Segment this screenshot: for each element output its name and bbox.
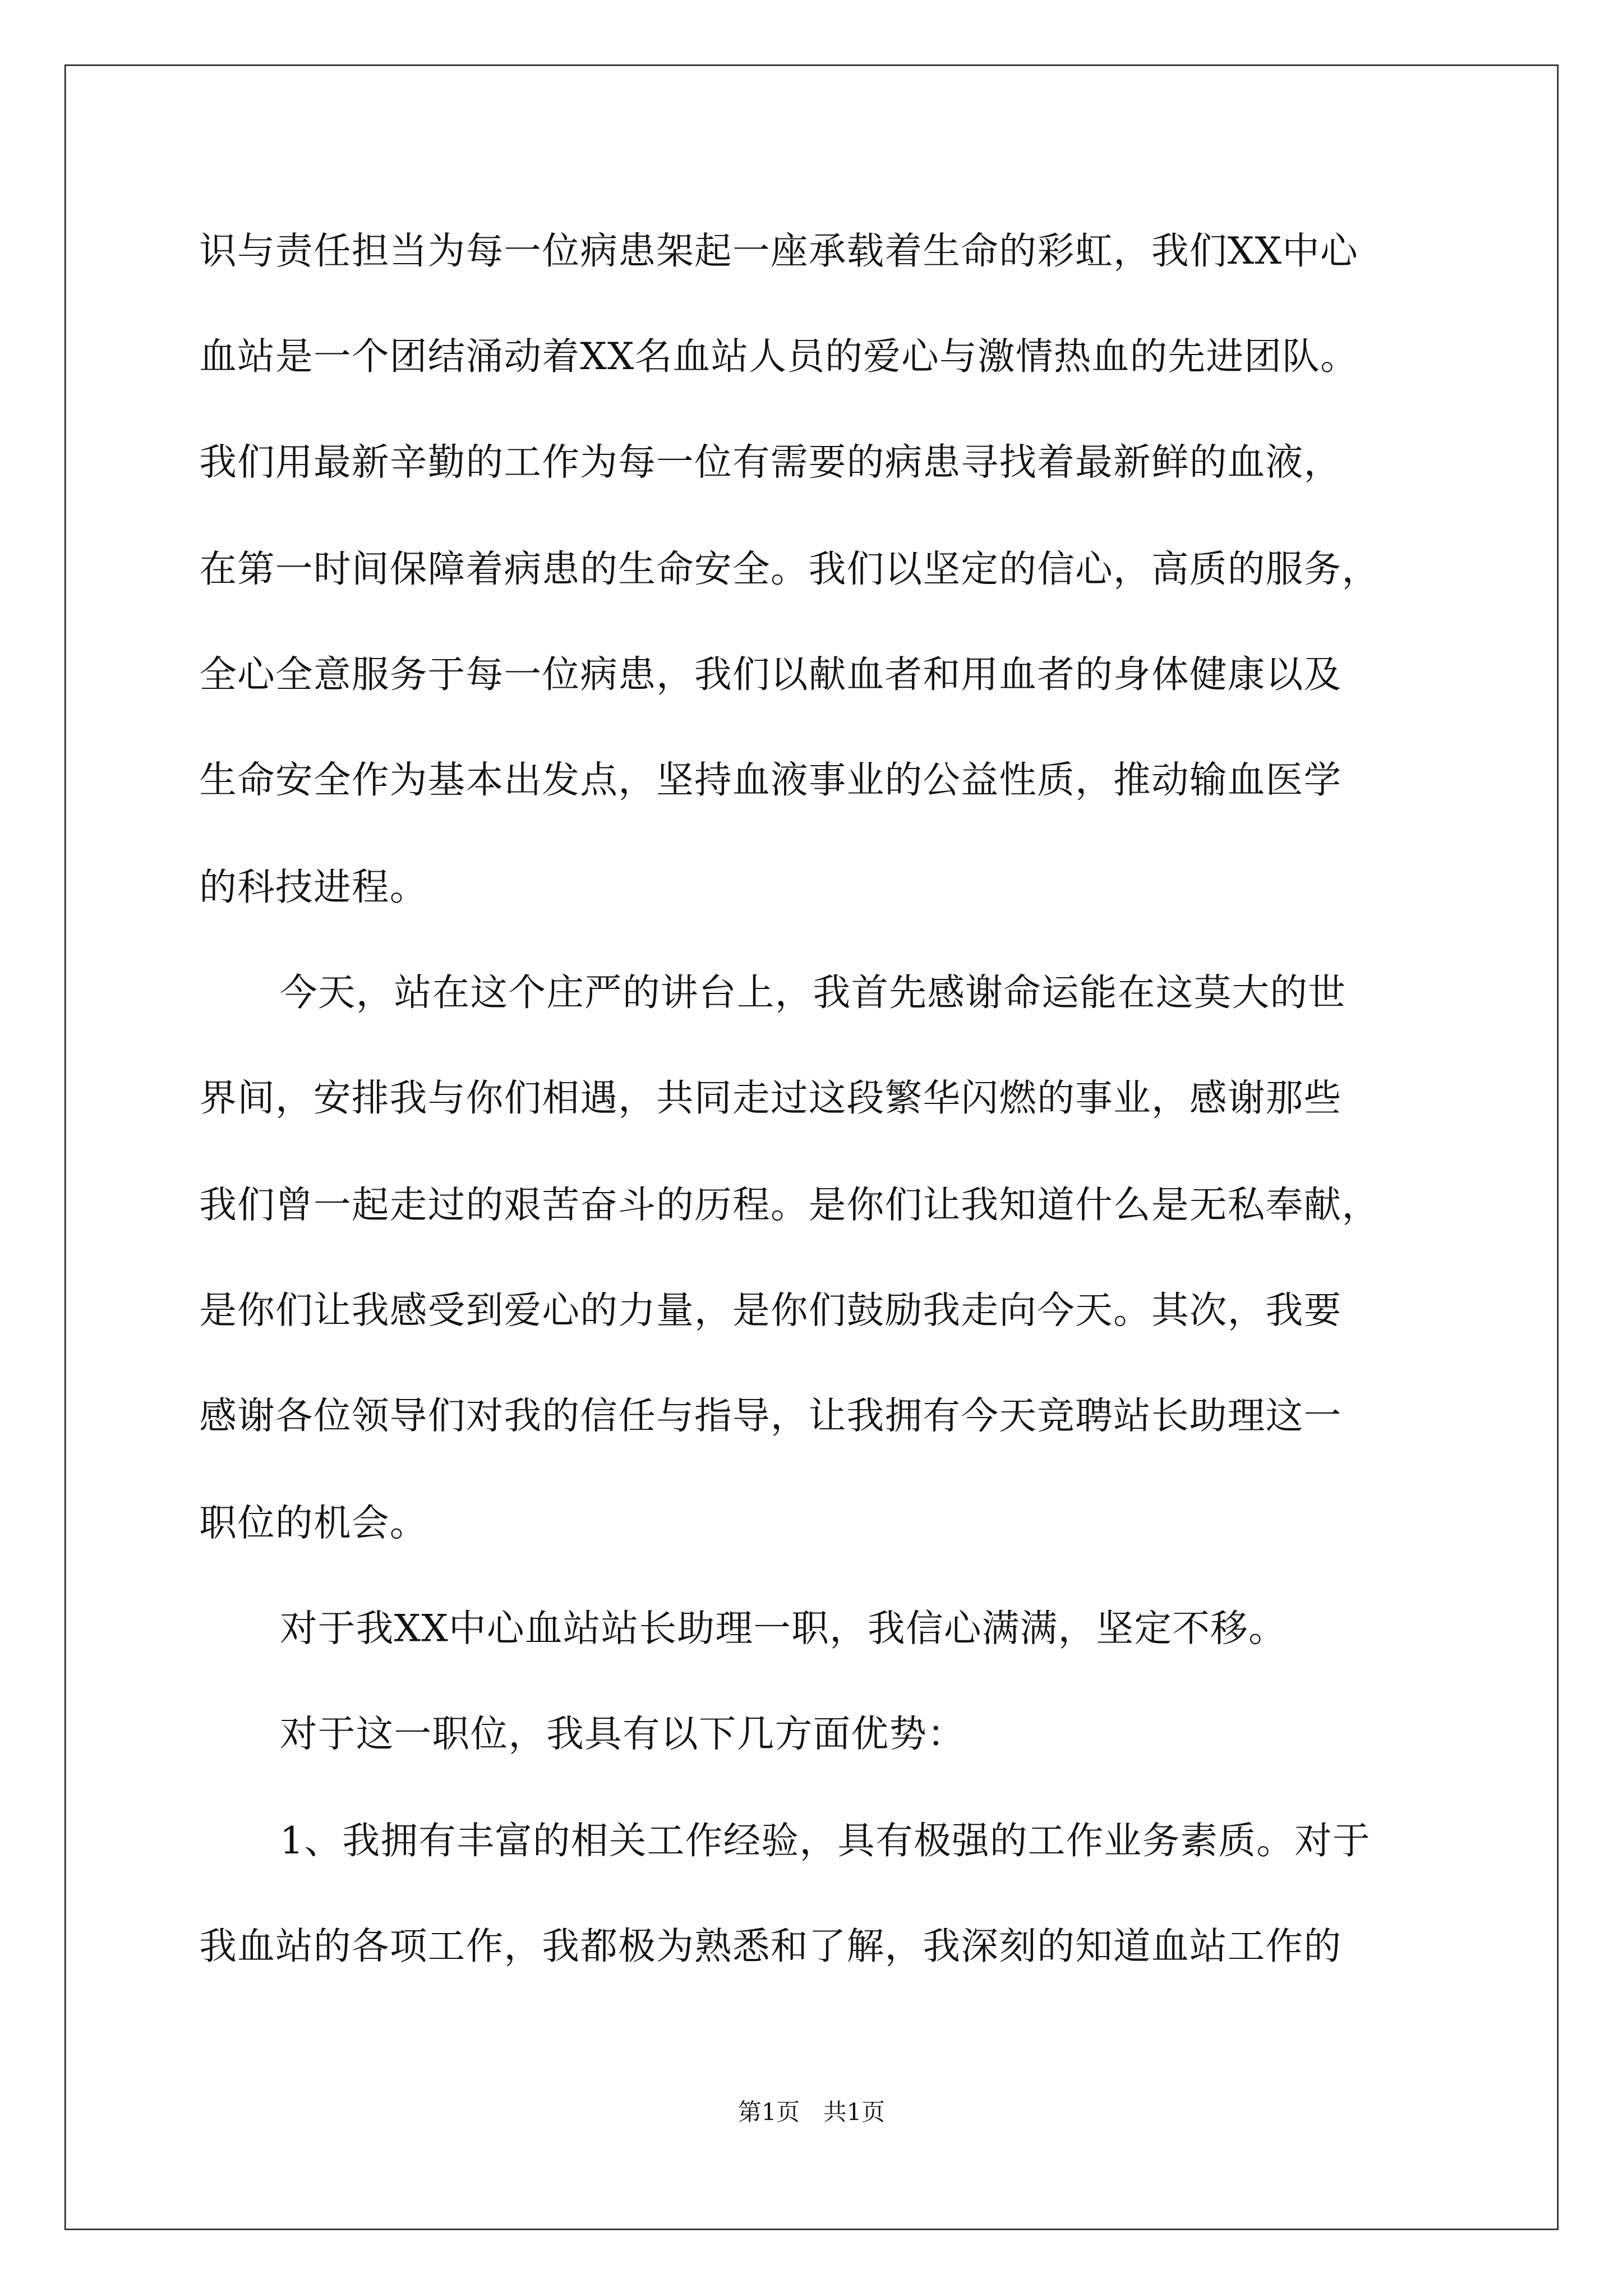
text-line: 我们用最新辛勤的工作为每一位有需要的病患寻找着最新鲜的血液， <box>199 441 1342 485</box>
text-line: 感谢各位领导们对我的信任与指导，让我拥有今天竞聘站长助理这一 <box>199 1395 1342 1439</box>
text-line: 我血站的各项工作，我都极为熟悉和了解，我深刻的知道血站工作的 <box>199 1925 1342 1970</box>
text-line: 我们曾一起走过的艰苦奋斗的历程。是你们让我知道什么是无私奉献， <box>199 1184 1380 1228</box>
text-line: 是你们让我感受到爱心的力量，是你们鼓励我走向今天。其次，我要 <box>199 1289 1342 1333</box>
text-line: 界间，安排我与你们相遇，共同走过这段繁华闪燃的事业，感谢那些 <box>199 1076 1342 1121</box>
text-line: 全心全意服务于每一位病患，我们以献血者和用血者的身体健康以及 <box>199 653 1342 698</box>
text-line: 今天，站在这个庄严的讲台上，我首先感谢命运能在这莫大的世 <box>279 971 1347 1016</box>
text-line: 1、我拥有丰富的相关工作经验，具有极强的工作业务素质。对于 <box>279 1820 1371 1864</box>
text-line: 对于我XX中心血站站长助理一职，我信心满满，坚定不移。 <box>279 1607 1287 1651</box>
text-line: 血站是一个团结涌动着XX名血站人员的爱心与激情热血的先进团队。 <box>199 335 1359 380</box>
text-line: 在第一时间保障着病患的生命安全。我们以坚定的信心，高质的服务， <box>199 547 1380 592</box>
text-line: 识与责任担当为每一位病患架起一座承载着生命的彩虹，我们XX中心 <box>199 230 1359 274</box>
text-line: 生命安全作为基本出发点，坚持血液事业的公益性质，推动输血医学 <box>199 759 1342 803</box>
text-line: 的科技进程。 <box>199 866 428 910</box>
page-footer: 第1页 共1页 <box>737 2098 886 2127</box>
page-border <box>64 65 1559 2230</box>
text-line: 职位的机会。 <box>199 1502 428 1546</box>
text-line: 对于这一职位，我具有以下几方面优势： <box>279 1713 966 1757</box>
